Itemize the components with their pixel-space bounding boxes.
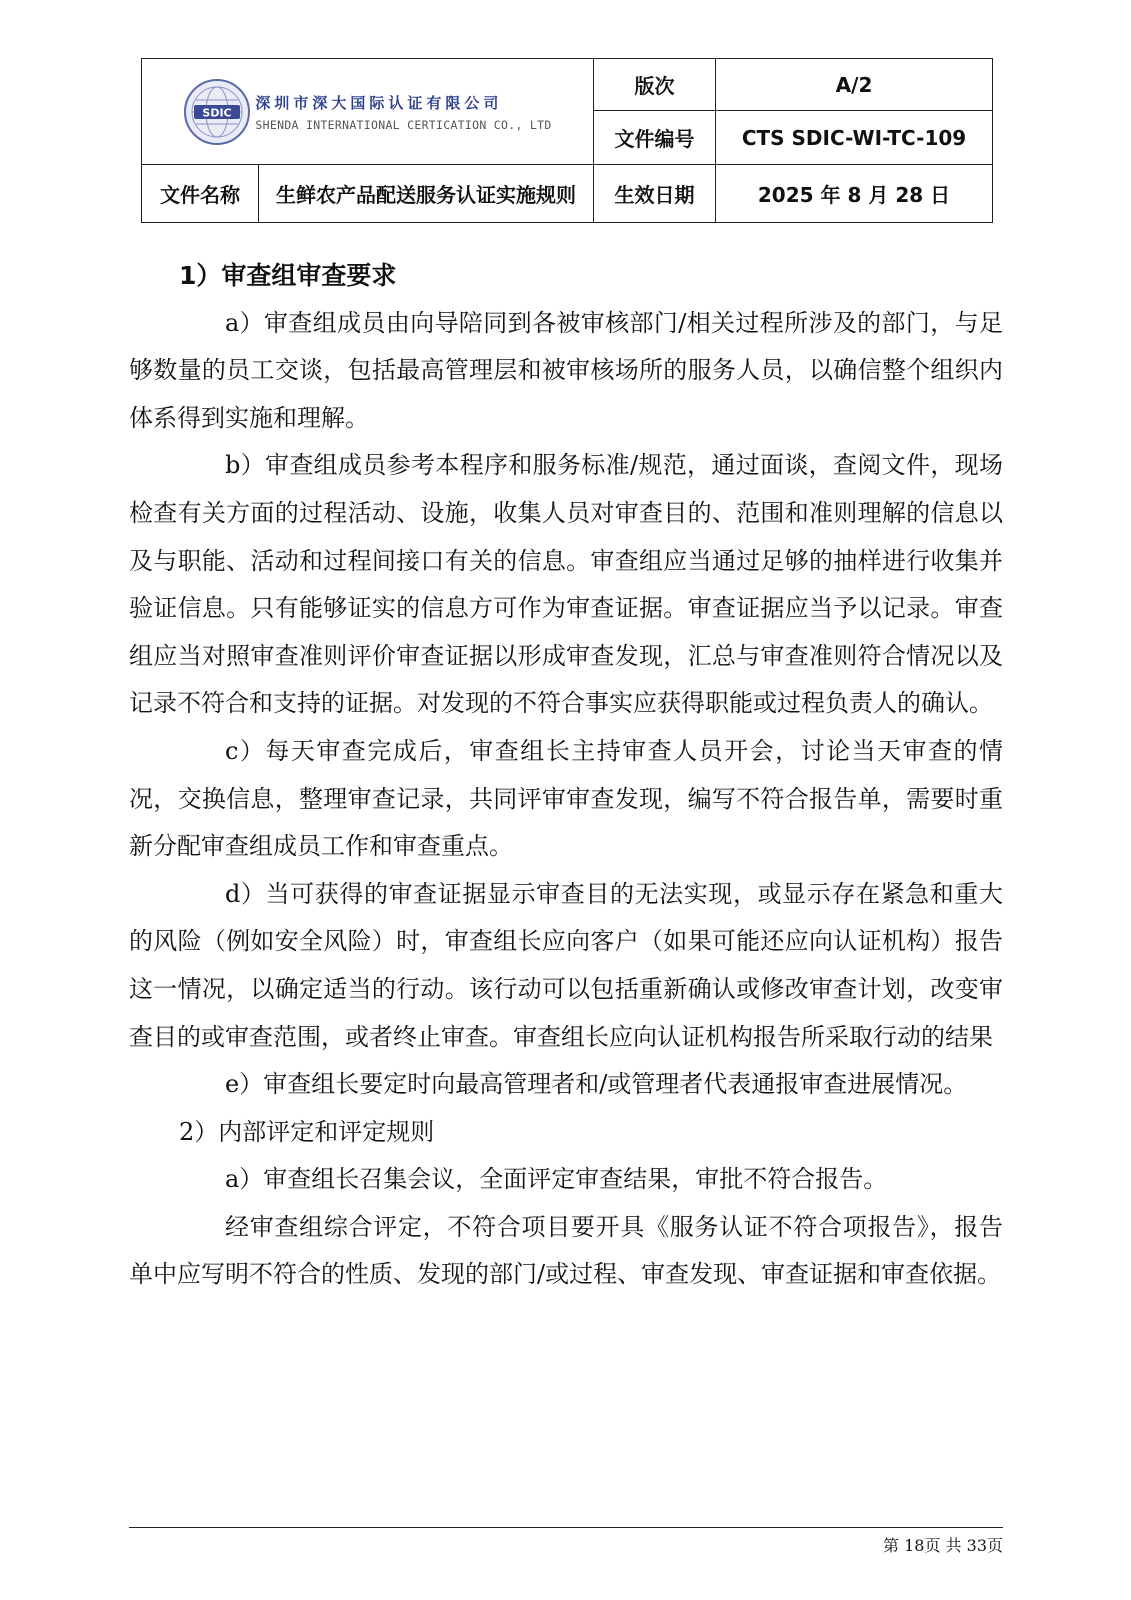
page-number: 第 18页 共 33页 xyxy=(883,1536,1003,1555)
paragraph-b: b）审查组成员参考本程序和服务标准/规范，通过面谈，查阅文件，现场检查有关方面的过程活动、设施，收集人员对审查目的、范围和准则理解的信息以及与职能、活动和过程间接口有关的信息。审查组应当通过足够的抽样进行收集并验证信息。只有能够证实的信息方可作为审查证据。审查证据应当予以记录。审查组应当对照审查准则评价审查证据以形成审查发现，汇总与审查准则符合情况以及记录不符合和支持的证据。对发现的不符合事实应获得职能或过程负责人的确认。 xyxy=(129,451,1003,718)
doc-name-value: 生鲜农产品配送服务认证实施规则 xyxy=(259,165,594,223)
paragraph-2a: a）审查组长召集会议，全面评定审查结果，审批不符合报告。 xyxy=(225,1165,888,1194)
company-name-en: SHENDA INTERNATIONAL CERTICATION CO., LTD xyxy=(255,117,552,132)
company-name-cn: 深圳市深大国际认证有限公司 xyxy=(255,93,503,112)
globe-logo-icon xyxy=(183,78,251,146)
section-heading-2: 2）内部评定和评定规则 xyxy=(179,1117,435,1146)
doc-number-value: CTS SDIC-WI-TC-109 xyxy=(716,111,993,165)
version-value: A/2 xyxy=(716,59,993,111)
footer-divider xyxy=(129,1527,1003,1528)
svg-text:SDIC: SDIC xyxy=(202,106,233,119)
section-heading-1: 1）审查组审查要求 xyxy=(179,261,397,290)
document-body xyxy=(129,252,1003,1299)
version-label: 版次 xyxy=(594,59,716,111)
company-logo-cell xyxy=(142,59,594,165)
paragraph-c: c）每天审查完成后，审查组长主持审查人员开会，讨论当天审查的情况，交换信息，整理审查记录，共同评审审查发现，编写不符合报告单，需要时重新分配审查组成员工作和审查重点。 xyxy=(129,736,1003,861)
paragraph-e: e）审查组长要定时向最高管理者和/或管理者代表通报审查进展情况。 xyxy=(225,1070,968,1099)
paragraph-a: a）审查组成员由向导陪同到各被审核部门/相关过程所涉及的部门，与足够数量的员工交谈，包括最高管理层和被审核场所的服务人员，以确信整个组织内体系得到实施和理解。 xyxy=(129,308,1003,432)
effective-date-label: 生效日期 xyxy=(594,165,716,223)
paragraph-2b: 经审查组综合评定，不符合项目要开具《服务认证不符合项报告》，报告单中应写明不符合的性质、发现的部门/或过程、审查发现、审查证据和审查依据。 xyxy=(129,1212,1003,1289)
paragraph-d: d）当可获得的审查证据显示审查目的无法实现，或显示存在紧急和重大的风险（例如安全风险）时，审查组长应向客户（如果可能还应向认证机构）报告这一情况，以确定适当的行动。该行动可以包括重新确认或修改审查计划，改变审查目的或审查范围，或者终止审查。审查组长应向认证机构报告所采取行动的结果 xyxy=(129,879,1003,1051)
document-header-table xyxy=(141,58,993,223)
doc-number-label: 文件编号 xyxy=(594,111,716,165)
effective-date-value: 2025 年 8 月 28 日 xyxy=(716,165,993,223)
doc-name-label: 文件名称 xyxy=(142,165,259,223)
